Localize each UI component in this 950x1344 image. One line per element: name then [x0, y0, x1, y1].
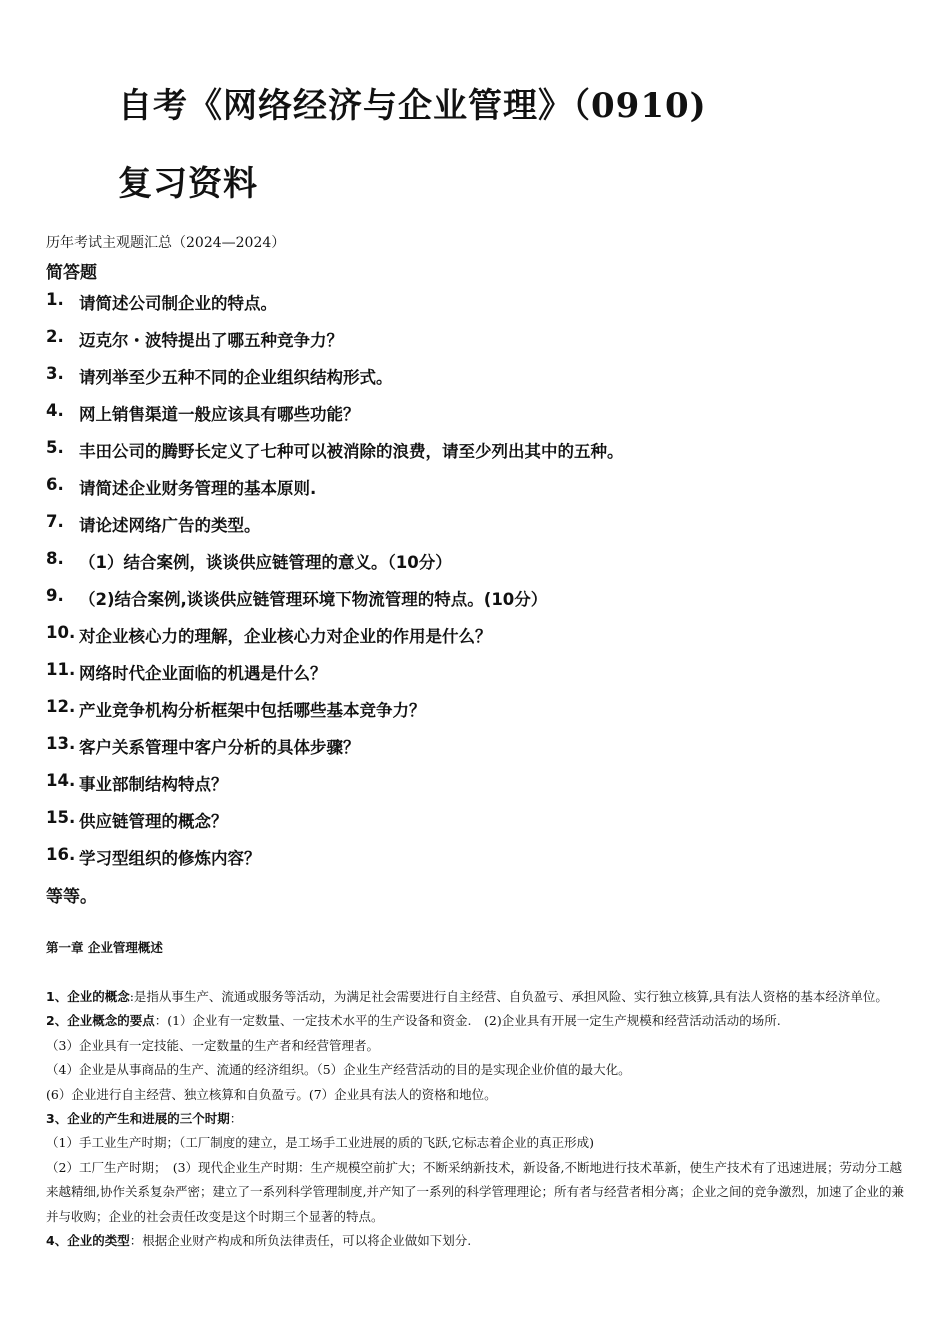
paragraph-line: （4）企业是从事商品的生产、流通的经济组织。（5）企业生产经营活动的目的是实现企业价值的最大化。	[46, 1062, 631, 1078]
question-item	[46, 438, 906, 475]
question-text: 丰田公司的腾野长定义了七种可以被消除的浪费，请至少列出其中的五种。	[79, 442, 624, 461]
question-number: 12.	[46, 697, 76, 716]
paragraph-line: （2）工厂生产时期； (3）现代企业生产时期：生产规模空前扩大；不断采纳新技术，新设备,不断地进行技术革新，使生产技术有了迅速进展；劳动分工越来越精细,协作关系复杂严密；建立了一系列科学管理制度,并产知了一系列的科学管理理论；所有者与经营者相分离；企业之间的竞争激烈，加速了企业的兼并与收购；企业的社会责任改变是这个时期三个显著的特点。	[46, 1159, 904, 1224]
question-item	[46, 549, 906, 586]
question-item	[46, 475, 906, 512]
question-text: （1）结合案例，谈谈供应链管理的意义。（10分）	[79, 553, 452, 572]
question-item	[46, 771, 906, 808]
paragraph-types	[46, 1229, 904, 1253]
question-number: 4.	[46, 401, 64, 420]
question-number: 8.	[46, 549, 64, 568]
paragraph-text: ：(1）企业有一定数量、一定技术水平的生产设备和资金. (2)企业具有开展一定生产规模和经营活动活动的场所.	[154, 1013, 781, 1029]
paragraph-line: （1）手工业生产时期；（工厂制度的建立，是工场手工业进展的质的飞跃,它标志着企业的真正形成)	[46, 1135, 595, 1151]
question-item	[46, 660, 906, 697]
question-number: 11.	[46, 660, 76, 679]
section-heading: 简答题	[46, 263, 97, 283]
paragraph-line: （3）企业具有一定技能、一定数量的生产者和经营管理者。	[46, 1037, 379, 1053]
question-item	[46, 808, 906, 845]
question-item	[46, 327, 906, 364]
document-subtitle: 历年考试主观题汇总（2024—2024）	[46, 235, 286, 251]
question-number: 16.	[46, 845, 76, 864]
paragraph-concept	[46, 985, 904, 1009]
question-text: 请论述网络广告的类型。	[79, 516, 261, 535]
paragraph-text: ：	[229, 1111, 243, 1127]
document-title-line2: 复习资料	[118, 164, 258, 204]
question-text: 客户关系管理中客户分析的具体步骤？	[79, 738, 360, 757]
question-item	[46, 697, 906, 734]
question-item	[46, 586, 906, 623]
question-item	[46, 623, 906, 660]
question-text: 请列举至少五种不同的企业组织结构形式。	[79, 368, 393, 387]
paragraph-label: 1、企业的概念	[46, 989, 130, 1004]
question-number: 3.	[46, 364, 64, 383]
question-number: 14.	[46, 771, 76, 790]
chapter-heading: 第一章 企业管理概述	[46, 940, 163, 955]
paragraph-label: 2、企业概念的要点	[46, 1013, 155, 1029]
document-title-line1: 自考《网络经济与企业管理》（0910)	[118, 86, 707, 126]
question-number: 6.	[46, 475, 64, 494]
question-number: 2.	[46, 327, 64, 346]
paragraph-text: ：根据企业财产构成和所负法律责任，可以将企业做如下划分.	[129, 1233, 472, 1249]
question-text: 网络时代企业面临的机遇是什么？	[79, 664, 327, 683]
question-number: 5.	[46, 438, 64, 457]
question-item	[46, 401, 906, 438]
question-item	[46, 512, 906, 549]
question-text: 请简述企业财务管理的基本原则.	[79, 479, 317, 498]
question-text: 迈克尔・波特提出了哪五种竞争力？	[79, 331, 343, 350]
etc-text: 等等。	[46, 887, 97, 907]
question-text: 网上销售渠道一般应该具有哪些功能？	[79, 405, 360, 424]
question-item	[46, 290, 906, 327]
question-text: 供应链管理的概念？	[79, 812, 228, 831]
paragraph-stages	[46, 1107, 904, 1131]
question-text: 产业竞争机构分析框架中包括哪些基本竞争力？	[79, 701, 426, 720]
question-number: 7.	[46, 512, 64, 531]
paragraph-label: 4、企业的类型	[46, 1233, 130, 1249]
question-item	[46, 364, 906, 401]
question-item	[46, 845, 906, 882]
question-number: 10.	[46, 623, 76, 642]
chapter-body	[46, 985, 904, 1253]
paragraph-label: 3、企业的产生和进展的三个时期	[46, 1111, 230, 1127]
question-number: 1.	[46, 290, 64, 309]
question-number: 13.	[46, 734, 76, 753]
paragraph-line: (6）企业进行自主经营、独立核算和自负盈亏。(7）企业具有法人的资格和地位。	[46, 1086, 497, 1102]
question-number: 9.	[46, 586, 64, 605]
question-text: 请简述公司制企业的特点。	[79, 294, 277, 313]
question-item	[46, 734, 906, 771]
question-text: 对企业核心力的理解，企业核心力对企业的作用是什么？	[79, 627, 492, 646]
question-text: 学习型组织的修炼内容？	[79, 849, 261, 868]
question-number: 15.	[46, 808, 76, 827]
question-text: 事业部制结构特点？	[79, 775, 228, 794]
paragraph-key-points	[46, 1009, 904, 1033]
question-text: （2)结合案例,谈谈供应链管理环境下物流管理的特点。(10分）	[79, 590, 548, 609]
paragraph-text: :是指从事生产、流通或服务等活动，为满足社会需要进行自主经营、自负盈亏、承担风险、实行独立核算,具有法人资格的基本经济单位。	[129, 989, 888, 1004]
question-list	[46, 290, 906, 882]
